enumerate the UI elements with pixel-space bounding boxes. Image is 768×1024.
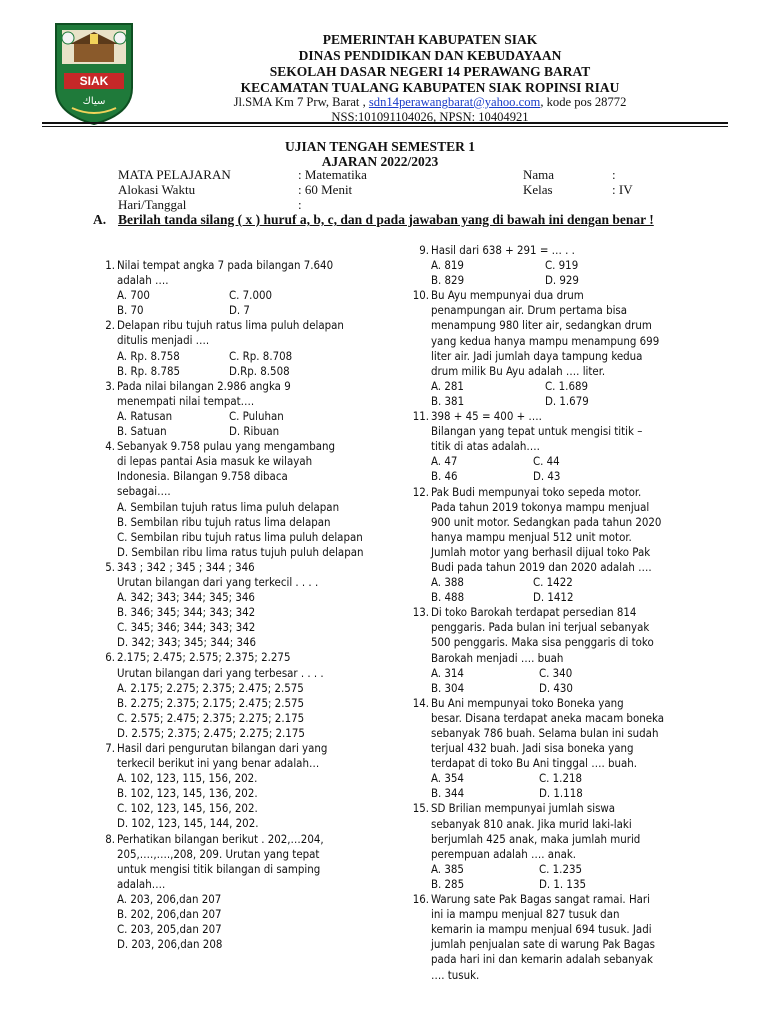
question-11 bbox=[412, 409, 721, 484]
question-text-line: terjual 432 buah. Jadi sisa boneka yang bbox=[431, 741, 634, 756]
option-d[interactable]: D.Rp. 8.508 bbox=[229, 363, 290, 378]
question-text-line: Di toko Barokah terdapat persedian 814 bbox=[431, 605, 637, 620]
question-text-line: ini ia mampu menjual 827 tusuk dan bbox=[431, 907, 620, 922]
question-2 bbox=[105, 318, 402, 378]
question-12 bbox=[412, 484, 721, 606]
question-text-line: 500 penggaris. Maka sisa penggaris di toko bbox=[431, 635, 654, 650]
header-line-3: SEKOLAH DASAR NEGERI 14 PERAWANG BARAT bbox=[269, 64, 591, 79]
option-c[interactable]: C. 1422 bbox=[533, 575, 573, 590]
question-text-line: jumlah penjualan sate di warung Pak Bagas bbox=[431, 937, 656, 952]
right-column bbox=[412, 243, 721, 983]
question-text-line: SD Brilian mempunyai jumlah siswa bbox=[431, 801, 616, 816]
option-d[interactable]: D. 1412 bbox=[533, 590, 574, 605]
option-b[interactable]: B. Sembilan ribu tujuh ratus lima delapan bbox=[117, 514, 331, 529]
option-c[interactable]: C. 1.218 bbox=[539, 771, 582, 786]
option-b[interactable]: B. 70 bbox=[117, 303, 144, 318]
question-text-line: Urutan bilangan dari yang terbesar . . . . bbox=[117, 665, 324, 680]
question-text-line: adalah …. bbox=[117, 273, 169, 288]
option-d[interactable]: D. 1. 135 bbox=[539, 876, 586, 891]
question-text-line: Sebanyak 9.758 pulau yang mengambang bbox=[117, 439, 336, 454]
option-c[interactable]: C. 919 bbox=[545, 258, 579, 273]
question-text-line: sebanyak 810 anak. Jika murid laki-laki bbox=[431, 816, 632, 831]
subject-label: MATA PELAJARAN bbox=[118, 167, 231, 182]
address-suffix: , kode pos 28772 bbox=[540, 95, 627, 109]
question-text-line: Bilangan yang tepat untuk mengisi titik – bbox=[431, 424, 643, 439]
option-d[interactable]: D. 929 bbox=[545, 273, 579, 288]
exam-year: AJARAN 2022/2023 bbox=[321, 154, 439, 169]
class-label: Kelas bbox=[523, 182, 553, 197]
question-number: 12. bbox=[412, 484, 429, 499]
question-text-line: Bu Ani mempunyai toko Boneka yang bbox=[431, 695, 624, 710]
option-d[interactable]: D. 1.679 bbox=[545, 393, 589, 408]
section-letter: A. bbox=[93, 212, 107, 227]
option-a[interactable]: A. 203, 206,dan 207 bbox=[117, 891, 222, 906]
question-text-line: terdapat di toko Bu Ani tinggal …. buah. bbox=[431, 756, 638, 771]
question-text-line: 2.175; 2.475; 2.575; 2.375; 2.275 bbox=[117, 650, 291, 665]
question-text-line: penampungan air. Drum pertama bisa bbox=[431, 303, 628, 318]
question-text-line: hanya mampu menjual 512 unit motor. bbox=[431, 529, 632, 544]
option-b[interactable]: B. 304 bbox=[431, 680, 465, 695]
option-d[interactable]: D. 430 bbox=[539, 680, 573, 695]
question-text-line: liter air. Jadi jumlah daya tampung kedua bbox=[431, 348, 643, 363]
question-7 bbox=[105, 741, 402, 832]
option-c[interactable]: C. Sembilan ribu tujuh ratus lima puluh delapan bbox=[117, 529, 363, 544]
name-value: : bbox=[612, 167, 616, 182]
question-text-line: titik di atas adalah…. bbox=[431, 439, 540, 454]
question-text-line: menempati nilai tempat…. bbox=[117, 393, 255, 408]
question-text-line: sebagai…. bbox=[117, 484, 171, 499]
question-text-line: untuk mengisi titik bilangan di samping bbox=[117, 861, 321, 876]
question-number: 16. bbox=[412, 892, 429, 907]
time-label: Alokasi Waktu bbox=[118, 182, 196, 197]
question-text-line: Budi pada tahun 2019 dan 2020 adalah …. bbox=[431, 559, 652, 574]
question-number: 15. bbox=[412, 801, 429, 816]
question-text-line: Indonesia. Bilangan 9.758 dibaca bbox=[117, 469, 288, 484]
question-number: 11. bbox=[412, 409, 429, 424]
option-b[interactable]: B. 346; 345; 344; 343; 342 bbox=[117, 605, 256, 620]
question-text-line: 900 unit motor. Sedangkan pada tahun 2020 bbox=[431, 514, 662, 529]
header-line-2: DINAS PENDIDIKAN DAN KEBUDAYAAN bbox=[298, 48, 562, 63]
question-text-line: 398 + 45 = 400 + …. bbox=[431, 409, 542, 424]
question-text-line: Bu Ayu mempunyai dua drum bbox=[431, 288, 584, 303]
question-text-line: pada hari ini dan kemarin adalah sebanyak bbox=[431, 952, 653, 967]
question-16 bbox=[412, 892, 721, 983]
option-d[interactable]: D. 1.118 bbox=[539, 786, 583, 801]
question-text-line: Warung sate Pak Bagas sangat ramai. Hari bbox=[431, 892, 650, 907]
exam-title: UJIAN TENGAH SEMESTER 1 bbox=[285, 139, 475, 154]
question-6 bbox=[105, 650, 402, 741]
question-text-line: berjumlah 425 anak, maka jumlah murid bbox=[431, 831, 641, 846]
option-b[interactable]: B. 46 bbox=[431, 469, 458, 484]
header-line-1: PEMERINTAH KABUPATEN SIAK bbox=[322, 32, 538, 47]
option-a[interactable]: A. Rp. 8.758 bbox=[117, 348, 180, 363]
question-number: 6. bbox=[105, 650, 115, 665]
option-d[interactable]: D. 7 bbox=[229, 303, 250, 318]
option-b[interactable]: B. 202, 206,dan 207 bbox=[117, 907, 222, 922]
option-a[interactable]: A. 819 bbox=[431, 258, 464, 273]
option-a[interactable]: A. Sembilan tujuh ratus lima puluh delapan bbox=[117, 499, 340, 514]
svg-text:SIAK: SIAK bbox=[79, 74, 109, 88]
option-a[interactable]: A. 314 bbox=[431, 665, 464, 680]
option-d[interactable]: D. 102, 123, 145, 144, 202. bbox=[117, 816, 259, 831]
option-a[interactable]: A. 385 bbox=[431, 861, 464, 876]
option-d[interactable]: D. Sembilan ribu lima ratus tujuh puluh delapan bbox=[117, 544, 364, 559]
option-a[interactable]: A. 47 bbox=[431, 454, 458, 469]
question-text-line: Delapan ribu tujuh ratus lima puluh delapan bbox=[117, 318, 344, 333]
subject-value: : Matematika bbox=[298, 167, 367, 182]
question-text-line: Urutan bilangan dari yang terkecil . . . . bbox=[117, 574, 319, 589]
option-b[interactable]: B. Rp. 8.785 bbox=[117, 363, 180, 378]
question-number: 13. bbox=[412, 605, 429, 620]
option-a[interactable]: A. 388 bbox=[431, 575, 464, 590]
question-number: 10. bbox=[412, 288, 429, 303]
header-rule-thin bbox=[42, 126, 728, 127]
question-number: 9. bbox=[419, 243, 429, 257]
question-text-line: Pak Budi mempunyai toko sepeda motor. bbox=[431, 484, 642, 499]
question-number: 4. bbox=[105, 439, 115, 454]
question-9 bbox=[419, 243, 721, 288]
option-b[interactable]: B. 829 bbox=[431, 273, 465, 288]
question-number: 2. bbox=[105, 318, 115, 333]
question-4 bbox=[105, 439, 402, 560]
address-prefix: Jl.SMA Km 7 Prw, Barat , bbox=[233, 95, 369, 109]
option-c[interactable]: C. Rp. 8.708 bbox=[229, 348, 293, 363]
option-c[interactable]: C. 340 bbox=[539, 665, 573, 680]
question-text-line: …. tusuk. bbox=[431, 967, 480, 982]
section-instruction: Berilah tanda silang ( x ) huruf a, b, c, dan d pada jawaban yang di bawah ini dengan benar ! bbox=[118, 212, 654, 227]
option-d[interactable]: D. 2.575; 2.375; 2.475; 2.275; 2.175 bbox=[117, 725, 305, 740]
option-d[interactable]: D. 203, 206,dan 208 bbox=[117, 937, 223, 952]
question-text-line: yang kedua hanya mampu menampung 699 bbox=[431, 333, 660, 348]
question-8 bbox=[105, 831, 402, 953]
question-text-line: Barokah menjadi …. buah bbox=[431, 650, 564, 665]
svg-text:سياك: سياك bbox=[82, 96, 106, 107]
question-15 bbox=[412, 801, 721, 892]
question-text-line: Jumlah motor yang berhasil dijual toko Pak bbox=[431, 544, 651, 559]
question-14 bbox=[412, 695, 721, 802]
nss-npsn-line: NSS:101091104026, NPSN: 10404921 bbox=[331, 110, 529, 124]
option-a[interactable]: A. Ratusan bbox=[117, 408, 173, 423]
question-text-line: Hasil dari pengurutan bilangan dari yang bbox=[117, 741, 328, 755]
question-text-line: Pada tahun 2019 tokonya mampu menjual bbox=[431, 499, 650, 514]
question-1 bbox=[105, 258, 402, 318]
question-text-line: perempuan adalah …. anak. bbox=[431, 846, 577, 861]
option-b[interactable]: B. Satuan bbox=[117, 424, 167, 439]
option-d[interactable]: D. 43 bbox=[533, 469, 561, 484]
question-text-line: Hasil dari 638 + 291 = … . . bbox=[431, 243, 575, 257]
option-c[interactable]: C. 345; 346; 344; 343; 342 bbox=[117, 620, 256, 635]
question-5 bbox=[105, 559, 402, 651]
option-b[interactable]: B. 344 bbox=[431, 786, 465, 801]
question-text-line: ditulis menjadi …. bbox=[117, 333, 210, 348]
date-label: Hari/Tanggal bbox=[118, 197, 187, 212]
option-c[interactable]: C. Puluhan bbox=[229, 408, 284, 423]
option-a[interactable]: A. 2.175; 2.275; 2.375; 2.475; 2.575 bbox=[117, 680, 304, 695]
question-text-line: Nilai tempat angka 7 pada bilangan 7.640 bbox=[117, 258, 334, 272]
option-b[interactable]: B. 285 bbox=[431, 876, 465, 891]
option-d[interactable]: D. Ribuan bbox=[229, 424, 280, 439]
option-a[interactable]: A. 354 bbox=[431, 771, 464, 786]
class-value: : IV bbox=[612, 182, 633, 197]
option-a[interactable]: A. 102, 123, 115, 156, 202. bbox=[117, 771, 258, 786]
option-b[interactable]: B. 381 bbox=[431, 393, 465, 408]
question-text-line: menampung 980 liter air, sedangkan drum bbox=[431, 318, 652, 333]
question-text-line: kemarin ia mampu menjual 694 tusuk. Jadi bbox=[431, 922, 652, 937]
option-c[interactable]: C. 1.235 bbox=[539, 861, 582, 876]
school-email-link[interactable]: sdn14perawangbarat@yahoo.com bbox=[368, 95, 541, 109]
question-text-line: Pada nilai bilangan 2.986 angka 9 bbox=[117, 378, 291, 393]
question-text-line: penggaris. Pada bulan ini terjual sebanyak bbox=[431, 620, 650, 635]
option-d[interactable]: D. 342; 343; 345; 344; 346 bbox=[117, 635, 257, 650]
header-line-4: KECAMATAN TUALANG KABUPATEN SIAK ROPINSI RIAU bbox=[240, 80, 620, 95]
option-c[interactable]: C. 2.575; 2.475; 2.375; 2.275; 2.175 bbox=[117, 710, 305, 725]
question-text-line: 205,….,….,208, 209. Urutan yang tepat bbox=[117, 846, 320, 861]
option-c[interactable]: C. 1.689 bbox=[545, 378, 588, 393]
question-text-line: terkecil berikut ini yang benar adalah… bbox=[117, 756, 320, 771]
option-b[interactable]: B. 102, 123, 145, 136, 202. bbox=[117, 786, 258, 801]
name-label: Nama bbox=[523, 167, 555, 182]
question-number: 5. bbox=[105, 559, 115, 574]
question-text-line: drum milik Bu Ayu adalah …. liter. bbox=[431, 363, 606, 378]
option-c[interactable]: C. 44 bbox=[533, 454, 560, 469]
question-number: 1. bbox=[105, 258, 115, 272]
question-number: 14. bbox=[412, 695, 429, 710]
option-c[interactable]: C. 102, 123, 145, 156, 202. bbox=[117, 801, 258, 816]
option-a[interactable]: A. 342; 343; 344; 345; 346 bbox=[117, 590, 255, 605]
question-text-line: besar. Disana terdapat aneka macam boneka bbox=[431, 710, 665, 725]
header-rule-thick bbox=[42, 122, 728, 124]
date-value: : bbox=[298, 197, 302, 212]
question-text-line: sebanyak 786 buah. Selama bulan ini sudah bbox=[431, 726, 659, 740]
question-number: 7. bbox=[105, 741, 115, 755]
question-10 bbox=[412, 288, 721, 409]
question-13 bbox=[412, 605, 721, 696]
question-text-line: 343 ; 342 ; 345 ; 344 ; 346 bbox=[117, 559, 255, 574]
question-text-line: di lepas pantai Asia masuk ke wilayah bbox=[117, 454, 313, 469]
option-a[interactable]: A. 281 bbox=[431, 378, 464, 393]
option-a[interactable]: A. 700 bbox=[117, 288, 150, 303]
left-column bbox=[105, 258, 402, 952]
option-b[interactable]: B. 2.275; 2.375; 2.175; 2.475; 2.575 bbox=[117, 695, 305, 710]
option-c[interactable]: C. 7.000 bbox=[229, 288, 272, 303]
option-c[interactable]: C. 203, 205,dan 207 bbox=[117, 922, 222, 937]
time-value: : 60 Menit bbox=[298, 182, 353, 197]
question-number: 8. bbox=[105, 831, 115, 846]
question-text-line: Perhatikan bilangan berikut . 202,…204, bbox=[117, 831, 324, 846]
question-number: 3. bbox=[105, 378, 115, 393]
question-text-line: adalah…. bbox=[117, 876, 166, 891]
question-3 bbox=[105, 378, 402, 439]
siak-regency-logo bbox=[52, 18, 136, 126]
option-b[interactable]: B. 488 bbox=[431, 590, 465, 605]
